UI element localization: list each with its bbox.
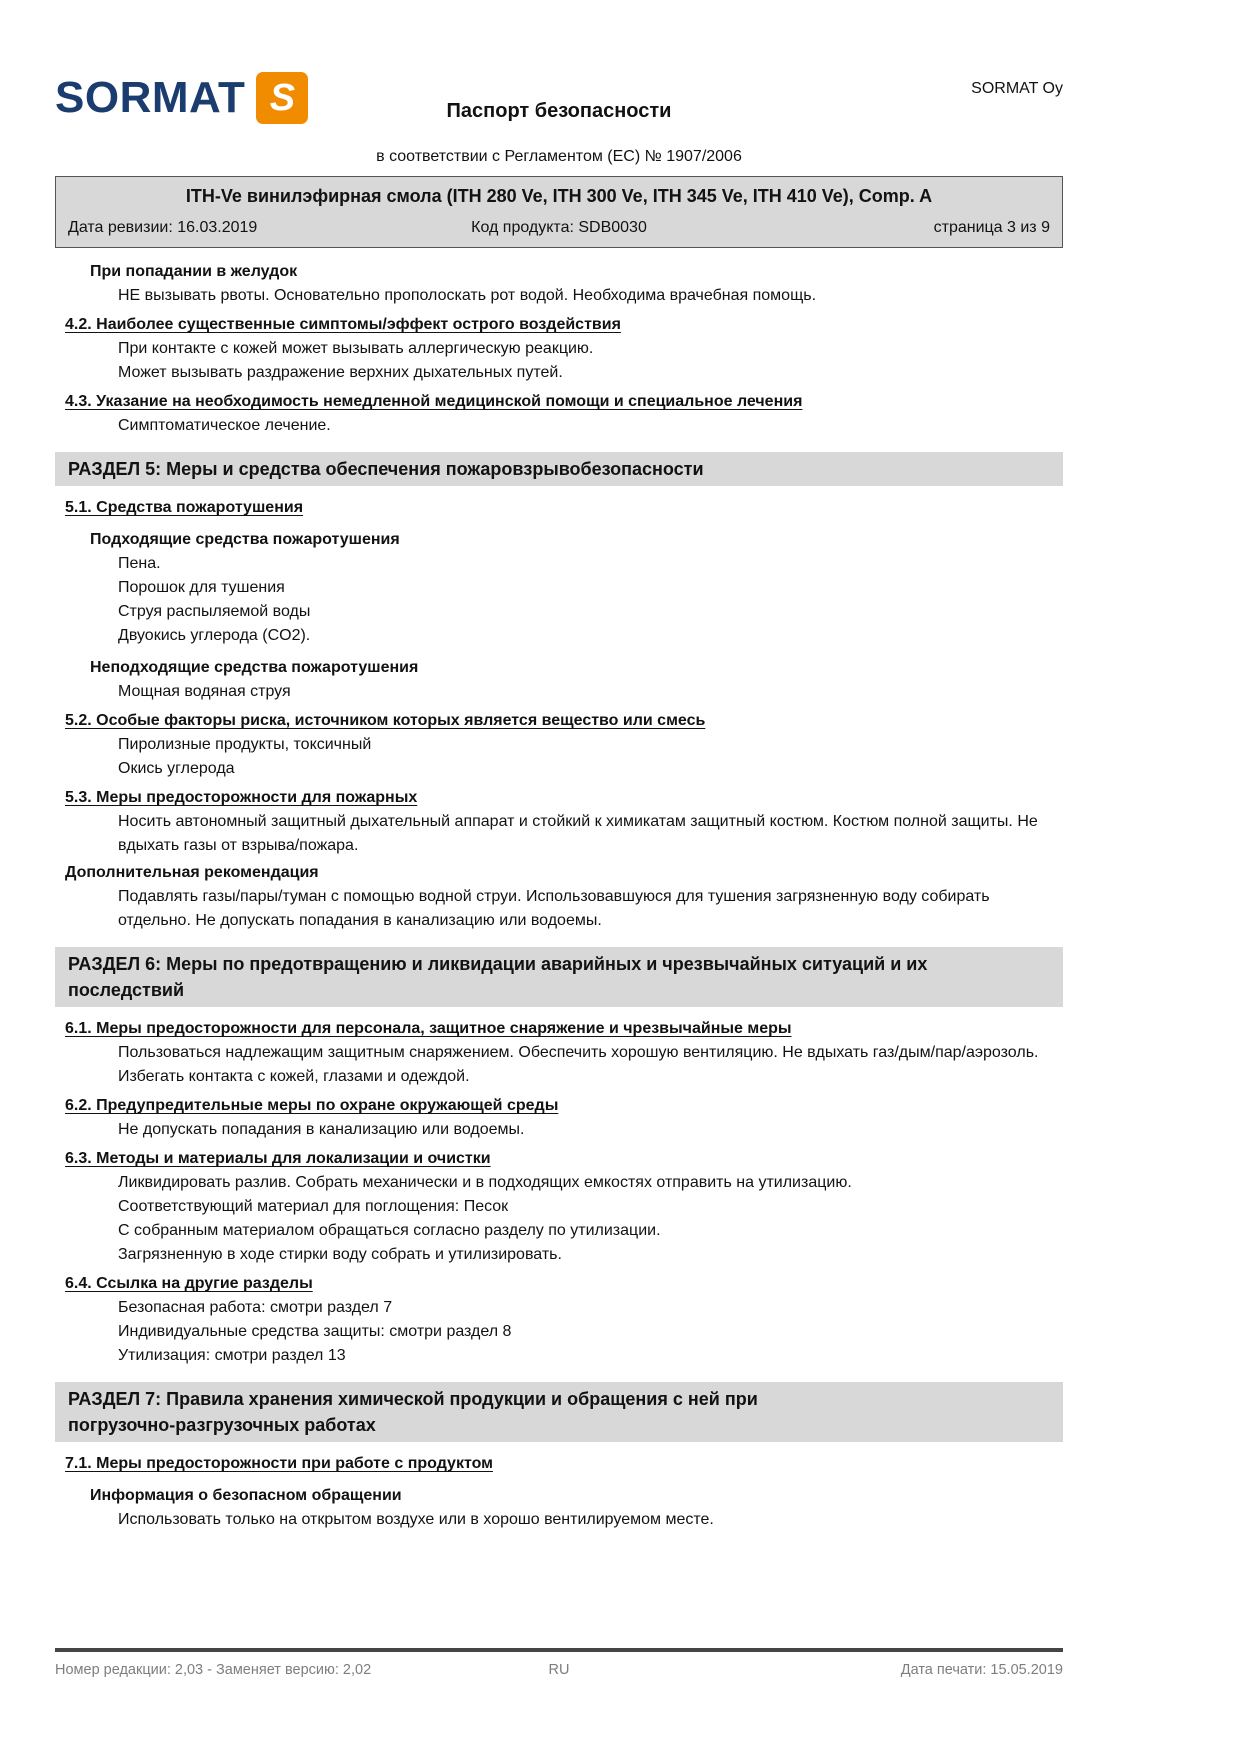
page-indicator: страница 3 из 9 — [933, 219, 1050, 236]
footer-divider — [55, 1648, 1063, 1652]
regulation-line: в соответствии с Регламентом (ЕС) № 1907/2006 — [376, 148, 742, 165]
text-line: НЕ вызывать рвоты. Основательно прополоскать рот водой. Необходима врачебная помощь. — [118, 287, 817, 304]
text-line: Соответствующий материал для поглощения: Песок — [118, 1198, 509, 1215]
text-line: Пена. — [118, 555, 161, 572]
text-line: С собранным материалом обращаться согласно разделу по утилизации. — [118, 1222, 661, 1239]
text-line: Может вызывать раздражение верхних дыхательных путей. — [118, 364, 563, 381]
heading-5-3: 5.3. Меры предосторожности для пожарных — [65, 789, 418, 806]
text-line: Ликвидировать разлив. Собрать механически и в подходящих емкостях отправить на утилизацию. — [118, 1174, 852, 1191]
subheading-suitable-extinguishing: Подходящие средства пожаротушения — [90, 531, 400, 548]
logo-s-letter: S — [269, 77, 296, 119]
heading-4-3: 4.3. Указание на необходимость немедленной медицинской помощи и специальное лечения — [65, 393, 803, 410]
footer-print-date: Дата печати: 15.05.2019 — [900, 1662, 1063, 1678]
heading-6-1: 6.1. Меры предосторожности для персонала, защитное снаряжение и чрезвычайные меры — [65, 1020, 792, 1037]
text-line: Загрязненную в ходе стирки воду собрать и утилизировать. — [118, 1246, 562, 1263]
text-line: Безопасная работа: смотри раздел 7 — [118, 1299, 393, 1316]
text-line: Утилизация: смотри раздел 13 — [118, 1347, 346, 1364]
text-paragraph: Пользоваться надлежащим защитным снаряжением. Обеспечить хорошую вентиляцию. Не вдыхать газ/дым/пар/аэрозоль. Избегать контакта с кожей, глазами и одеждой. — [118, 1044, 1039, 1085]
heading-4-2: 4.2. Наиболее существенные симптомы/эффект острого воздействия — [65, 316, 621, 333]
product-title: ITH-Ve винилэфирная смола (ITH 280 Ve, ITH 300 Ve, ITH 345 Ve, ITH 410 Ve), Comp. A — [185, 186, 933, 206]
heading-5-1: 5.1. Средства пожаротушения — [65, 499, 304, 516]
section-bar-6 — [55, 947, 1063, 1007]
section-bar-5 — [55, 452, 1063, 486]
product-meta-row — [68, 217, 1050, 239]
section-bar-text: РАЗДЕЛ 5: Меры и средства обеспечения пожаровзрывобезопасности — [68, 459, 704, 479]
heading-6-3: 6.3. Методы и материалы для локализации и очистки — [65, 1150, 491, 1167]
footer-row — [55, 1661, 1063, 1679]
text-paragraph: Подавлять газы/пары/туман с помощью водной струи. Использовавшуюся для тушения загрязненную воду собирать отдельно. Не допускать попадания в канализацию или водоемы. — [118, 888, 990, 929]
section-bar-text: РАЗДЕЛ 7: Правила хранения химической продукции и обращения с ней при — [68, 1389, 758, 1409]
text-line: Индивидуальные средства защиты: смотри раздел 8 — [118, 1323, 512, 1340]
text-line: Использовать только на открытом воздухе или в хорошо вентилируемом месте. — [118, 1511, 714, 1528]
text-line: Двуокись углерода (CO2). — [118, 627, 311, 644]
subheading-unsuitable-extinguishing: Неподходящие средства пожаротушения — [90, 659, 419, 676]
footer-language: RU — [548, 1662, 570, 1678]
text-line: Окись углерода — [118, 760, 235, 777]
section-bar-text: последствий — [68, 980, 185, 1000]
text-line: При контакте с кожей может вызывать аллергическую реакцию. — [118, 340, 594, 357]
section-bar-text: РАЗДЕЛ 6: Меры по предотвращению и ликвидации аварийных и чрезвычайных ситуаций и их — [68, 954, 928, 974]
product-code: Код продукта: SDB0030 — [471, 219, 647, 236]
text-line: Симптоматическое лечение. — [118, 417, 331, 434]
document-title: Паспорт безопасности — [446, 100, 672, 122]
footer-edition: Номер редакции: 2,03 - Заменяет версию: 2,02 — [55, 1662, 372, 1678]
logo-wordmark: SORMAT — [55, 73, 246, 122]
section-bar-text: погрузочно-разгрузочных работах — [68, 1415, 376, 1435]
section-bar-7 — [55, 1382, 1063, 1442]
text-line: Мощная водяная струя — [118, 683, 291, 700]
product-info-box — [55, 176, 1063, 248]
revision-date: Дата ревизии: 16.03.2019 — [68, 219, 258, 236]
subheading-if-swallowed: При попадании в желудок — [90, 263, 298, 280]
heading-6-2: 6.2. Предупредительные меры по охране окружающей среды — [65, 1097, 559, 1114]
document-body — [55, 176, 1063, 1532]
page-footer — [55, 1648, 1063, 1679]
company-name: SORMAT Oy — [971, 80, 1063, 97]
text-line: Струя распыляемой воды — [118, 603, 311, 620]
text-line: Порошок для тушения — [118, 579, 285, 596]
text-paragraph: Носить автономный защитный дыхательный аппарат и стойкий к химикатам защитный костюм. Костюм полной защиты. Не вдыхать газы от взрыва/пожара. — [118, 813, 1038, 854]
subheading-additional-advice: Дополнительная рекомендация — [65, 864, 319, 881]
text-line: Не допускать попадания в канализацию или водоемы. — [118, 1121, 525, 1138]
heading-7-1: 7.1. Меры предосторожности при работе с продуктом — [65, 1455, 493, 1472]
heading-6-4: 6.4. Ссылка на другие разделы — [65, 1275, 313, 1292]
heading-5-2: 5.2. Особые факторы риска, источником которых является вещество или смесь — [65, 712, 706, 729]
text-line: Пиролизные продукты, токсичный — [118, 736, 372, 753]
subheading-safe-handling: Информация о безопасном обращении — [90, 1487, 402, 1504]
